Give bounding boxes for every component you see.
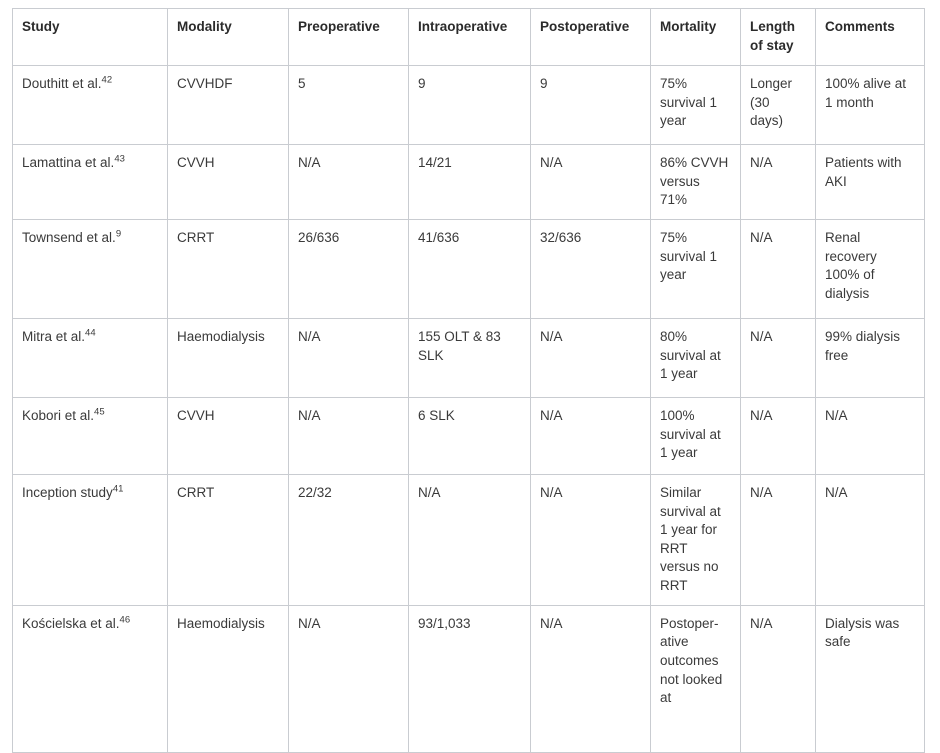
cell-postoperative: N/A (531, 397, 651, 474)
cell-postoperative: 9 (531, 66, 651, 145)
cell-study (13, 66, 168, 145)
cell-length-of-stay: N/A (741, 397, 816, 474)
study-reference: 44 (85, 327, 96, 339)
cell-postoperative: N/A (531, 318, 651, 397)
column-header-study: Study (13, 9, 168, 66)
column-header-mortality: Mortality (651, 9, 741, 66)
cell-comments: Patients with AKI (816, 145, 925, 220)
cell-comments: Renal recovery 100% of dialysis (816, 219, 925, 318)
study-name: Kościelska et al. (22, 615, 120, 631)
table-row (13, 605, 925, 752)
cell-modality: CVVH (168, 397, 289, 474)
study-name: Inception study (22, 484, 113, 500)
cell-mortality: Similar survival at 1 year for RRT versus no RRT (651, 474, 741, 605)
cell-mortality: 75% survival 1 year (651, 66, 741, 145)
table-row (13, 219, 925, 318)
study-reference: 43 (114, 153, 125, 165)
cell-intraoperative: 6 SLK (409, 397, 531, 474)
cell-preoperative: 26/636 (289, 219, 409, 318)
study-name: Douthitt et al. (22, 76, 102, 91)
cell-postoperative: 32/636 (531, 219, 651, 318)
cell-preoperative: 5 (289, 66, 409, 145)
cell-length-of-stay: N/A (741, 474, 816, 605)
study-reference: 9 (115, 228, 122, 240)
table-header-row (13, 9, 925, 66)
study-reference: 46 (119, 614, 131, 626)
cell-modality: CVVHDF (168, 66, 289, 145)
cell-preoperative: 22/32 (289, 474, 409, 605)
cell-postoperative: N/A (531, 474, 651, 605)
study-reference: 42 (101, 74, 113, 86)
table-row (13, 397, 925, 474)
cell-intraoperative: N/A (409, 474, 531, 605)
cell-length-of-stay: N/A (741, 145, 816, 220)
table-row (13, 145, 925, 220)
cell-study (13, 219, 168, 318)
study-name: Townsend et al. (22, 229, 116, 245)
cell-mortality: Postoper-ative outcomes not looked at (651, 605, 741, 752)
cell-intraoperative: 14/21 (409, 145, 531, 220)
study-reference: 41 (112, 483, 124, 495)
cell-intraoperative: 93/1,033 (409, 605, 531, 752)
cell-postoperative: N/A (531, 145, 651, 220)
cell-comments: N/A (816, 474, 925, 605)
cell-preoperative: N/A (289, 145, 409, 220)
cell-mortality: 100% survival at 1 year (651, 397, 741, 474)
cell-comments: Dialysis was safe (816, 605, 925, 752)
cell-length-of-stay: N/A (741, 605, 816, 752)
study-name: Mitra et al. (22, 328, 86, 344)
cell-mortality: 86% CVVH versus 71% (651, 145, 741, 220)
cell-intraoperative: 41/636 (409, 219, 531, 318)
column-header-postoperative: Postoperative (531, 9, 651, 66)
study-name: Lamattina et al. (22, 155, 115, 170)
cell-preoperative: N/A (289, 605, 409, 752)
cell-modality: CRRT (168, 474, 289, 605)
study-reference: 45 (94, 406, 105, 418)
cell-study (13, 474, 168, 605)
table-row (13, 66, 925, 145)
cell-modality: CVVH (168, 145, 289, 220)
cell-comments: N/A (816, 397, 925, 474)
cell-study (13, 145, 168, 220)
cell-postoperative: N/A (531, 605, 651, 752)
cell-length-of-stay: N/A (741, 318, 816, 397)
cell-preoperative: N/A (289, 397, 409, 474)
column-header-length-of-stay: Length of stay (741, 9, 816, 66)
cell-mortality: 80% survival at 1 year (651, 318, 741, 397)
cell-intraoperative: 9 (409, 66, 531, 145)
cell-mortality: 75% survival 1 year (651, 219, 741, 318)
cell-study (13, 397, 168, 474)
cell-modality: Haemodialysis (168, 318, 289, 397)
table-row (13, 318, 925, 397)
cell-study (13, 318, 168, 397)
study-name: Kobori et al. (22, 407, 95, 423)
cell-modality: CRRT (168, 219, 289, 318)
column-header-comments: Comments (816, 9, 925, 66)
column-header-intraoperative: Intraoperative (409, 9, 531, 66)
cell-preoperative: N/A (289, 318, 409, 397)
column-header-preoperative: Preoperative (289, 9, 409, 66)
cell-study (13, 605, 168, 752)
cell-comments: 100% alive at 1 month (816, 66, 925, 145)
column-header-modality: Modality (168, 9, 289, 66)
cell-intraoperative: 155 OLT & 83 SLK (409, 318, 531, 397)
cell-comments: 99% dialysis free (816, 318, 925, 397)
cell-length-of-stay: N/A (741, 219, 816, 318)
cell-length-of-stay: Longer (30 days) (741, 66, 816, 145)
cell-modality: Haemodialysis (168, 605, 289, 752)
table-row (13, 474, 925, 605)
studies-table (12, 8, 925, 753)
